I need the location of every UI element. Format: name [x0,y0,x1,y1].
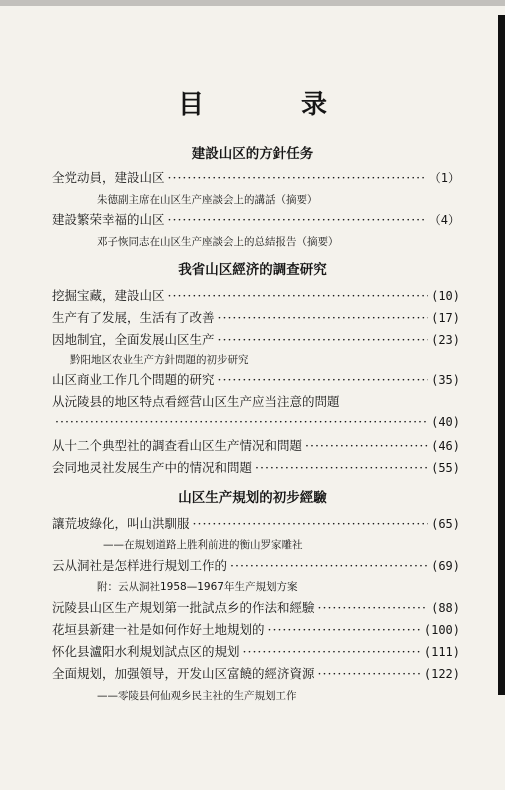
dot-leader [218,310,429,325]
entry-title: 沅陵县山区生产規划第一批試点乡的作法和經驗 [52,600,315,615]
section-heading: 我省山区經济的調查研究 [178,262,327,278]
toc-entry[interactable] [52,308,460,328]
entry-page: （4） [428,213,460,227]
entry-title: 挖掘宝藏，建設山区 [52,288,165,303]
entry-page: (23) [431,333,460,347]
entry-subtitle: ——零陵县何仙观乡民主社的生产規划工作 [97,690,297,702]
entry-page: (10) [431,289,460,303]
dot-leader [168,170,426,185]
toc-entry[interactable] [52,598,460,618]
entry-page: (65) [431,517,460,531]
entry-page: (35) [431,373,460,387]
entry-title: 建設繁荣幸福的山区 [52,212,165,227]
entry-title: 生产有了发展，生活有了改善 [52,310,215,325]
page-top-edge [0,0,505,6]
entry-title: 云从洞社是怎样进行規划工作的 [52,558,228,573]
page-title: 目 录 [177,90,372,120]
toc-entry[interactable] [52,436,460,456]
entry-title: 花垣县新建一社是如何作好土地規划的 [52,622,265,637]
entry-title: 讓荒坡綠化，叫山洪馴服 [52,516,190,531]
toc-entry[interactable] [52,514,460,534]
dot-leader [218,332,429,347]
entry-title: 全面規划，加强領导，开发山区富饒的經济資源 [52,666,315,681]
toc-entry[interactable] [52,458,460,478]
entry-title: 全党动員，建設山区 [52,170,165,185]
dot-leader [243,644,421,659]
entry-page: (69) [431,559,460,573]
entry-page: (40) [431,415,460,429]
dot-leader [193,516,429,531]
entry-page: (122) [423,667,460,681]
entry-page: (111) [423,645,460,659]
entry-title: 从沅陵县的地区特点看經营山区生产应当注意的問題 [52,394,340,409]
dot-leader [218,372,429,387]
section-heading: 建設山区的方針任务 [191,146,314,162]
entry-subtitle: ——在規划道路上胜利前进的衡山罗家雕社 [103,539,303,551]
dot-leader [268,622,421,637]
toc-entry[interactable] [52,642,460,662]
toc-entry[interactable] [52,620,460,640]
entry-title: 从十二个典型社的調查看山区生产情况和問題 [52,438,303,453]
dot-leader [305,438,428,453]
dot-leader [168,212,426,227]
section-heading: 山区生产規划的初步經驗 [178,490,327,506]
entry-subtitle: 邓子恢同志在山区生产座談会上的总結报告（摘要） [97,236,339,248]
entry-subtitle: 附：云从洞社1958—1967年生产規划方案 [97,581,298,593]
dot-leader [168,288,429,303]
entry-page: (100) [423,623,460,637]
toc-entry[interactable] [52,330,460,350]
dot-leader [55,414,428,429]
toc-entry[interactable] [52,392,460,412]
toc-entry[interactable] [52,556,460,576]
toc-entry[interactable] [52,168,460,188]
toc-entry[interactable] [52,286,460,306]
entry-page: (55) [431,461,460,475]
toc-entry[interactable] [52,370,460,390]
entry-page: （1） [428,171,460,185]
entry-title: 山区商业工作几个問題的研究 [52,372,215,387]
dot-leader [318,600,429,615]
toc-entry[interactable] [52,210,460,230]
entry-title: 会同地灵社发展生产中的情况和問題 [52,460,253,475]
entry-subtitle: 朱德副主席在山区生产座談会上的講話（摘要） [97,194,318,206]
dot-leader [318,666,421,681]
dot-leader [255,460,428,475]
dot-leader [230,558,428,573]
entry-subtitle: 黔阳地区农业生产方針問題的初步研究 [70,354,249,366]
entry-page: (46) [431,439,460,453]
entry-title: 怀化县瀘阳水利規划試点区的規划 [52,644,240,659]
entry-title: 因地制宜，全面发展山区生产 [52,332,215,347]
entry-page: (88) [431,601,460,615]
toc-entry-continuation[interactable] [52,414,460,434]
toc-entry[interactable] [52,664,460,684]
entry-page: (17) [431,311,460,325]
